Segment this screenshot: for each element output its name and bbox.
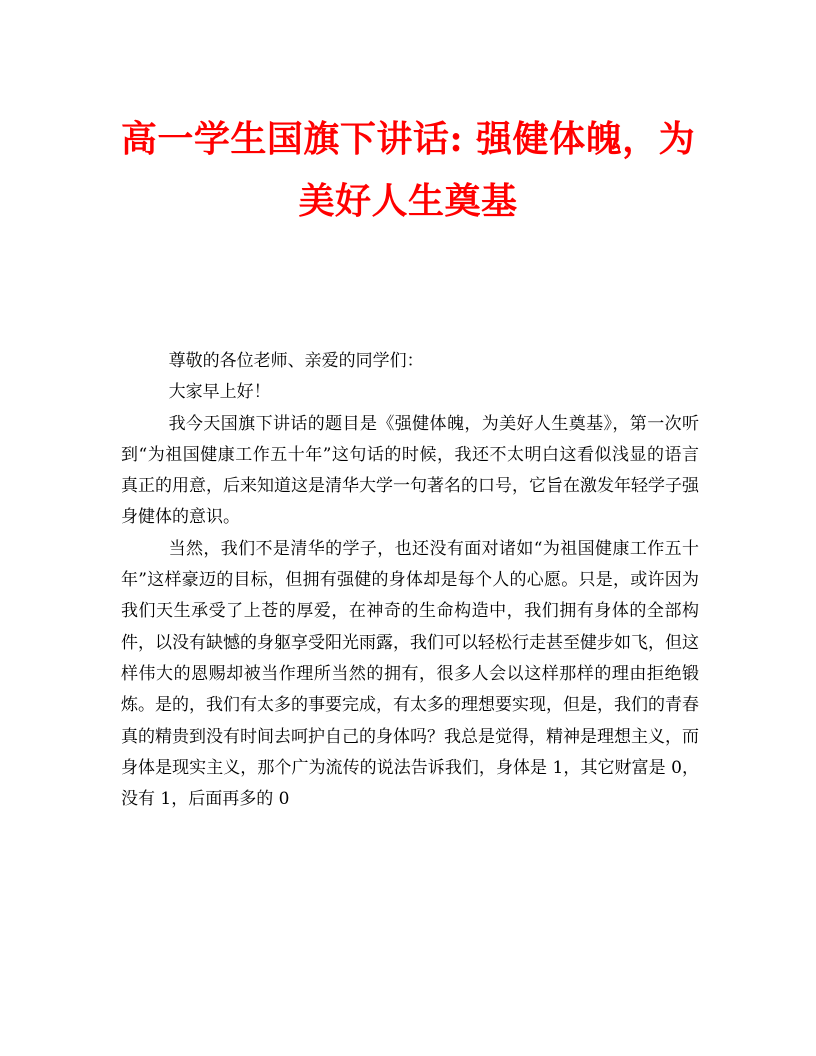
document-body — [121, 346, 699, 815]
greeting: 大家早上好！ — [168, 382, 271, 403]
document-title: 高一学生国旗下讲话: 强健体魄，为美好人生奠基 — [120, 118, 696, 222]
salutation: 尊敬的各位老师、亲爱的同学们： — [168, 351, 424, 371]
body-paragraph: 当然，我们不是清华的学子，也还没有面对诸如“为祖国健康工作五十年”这样豪迈的目标，但拥有强健的身体却是每个人的心愿。只是，或许因为我们天生承受了上苍的厚爱，在神奇的生命构造中，我们拥有身体的全部构件，以没有缺憾的身躯享受阳光雨露，我们可以轻松行走甚至健步如飞，但这样伟大的恩赐却被当作理所当然的拥有，很多人会以这样那样的理由拒绝锻炼。是的，我们有太多的事要完成，有太多的理想要实现，但是，我们的青春真的精贵到没有时间去呵护自己的身体吗？我总是觉得，精神是理想主义，而身体是现实主义，那个广为流传的说法告诉我们，身体是 1，其它财富是 0，没有 1，后面再多的 0 — [121, 538, 699, 810]
body-paragraph: 我今天国旗下讲话的题目是《强健体魄，为美好人生奠基》，第一次听到“为祖国健康工作五十年”这句话的时候，我还不太明白这看似浅显的语言真正的用意，后来知道这是清华大学一句著名的口号，它旨在激发年轻学子强身健体的意识。 — [121, 413, 699, 528]
